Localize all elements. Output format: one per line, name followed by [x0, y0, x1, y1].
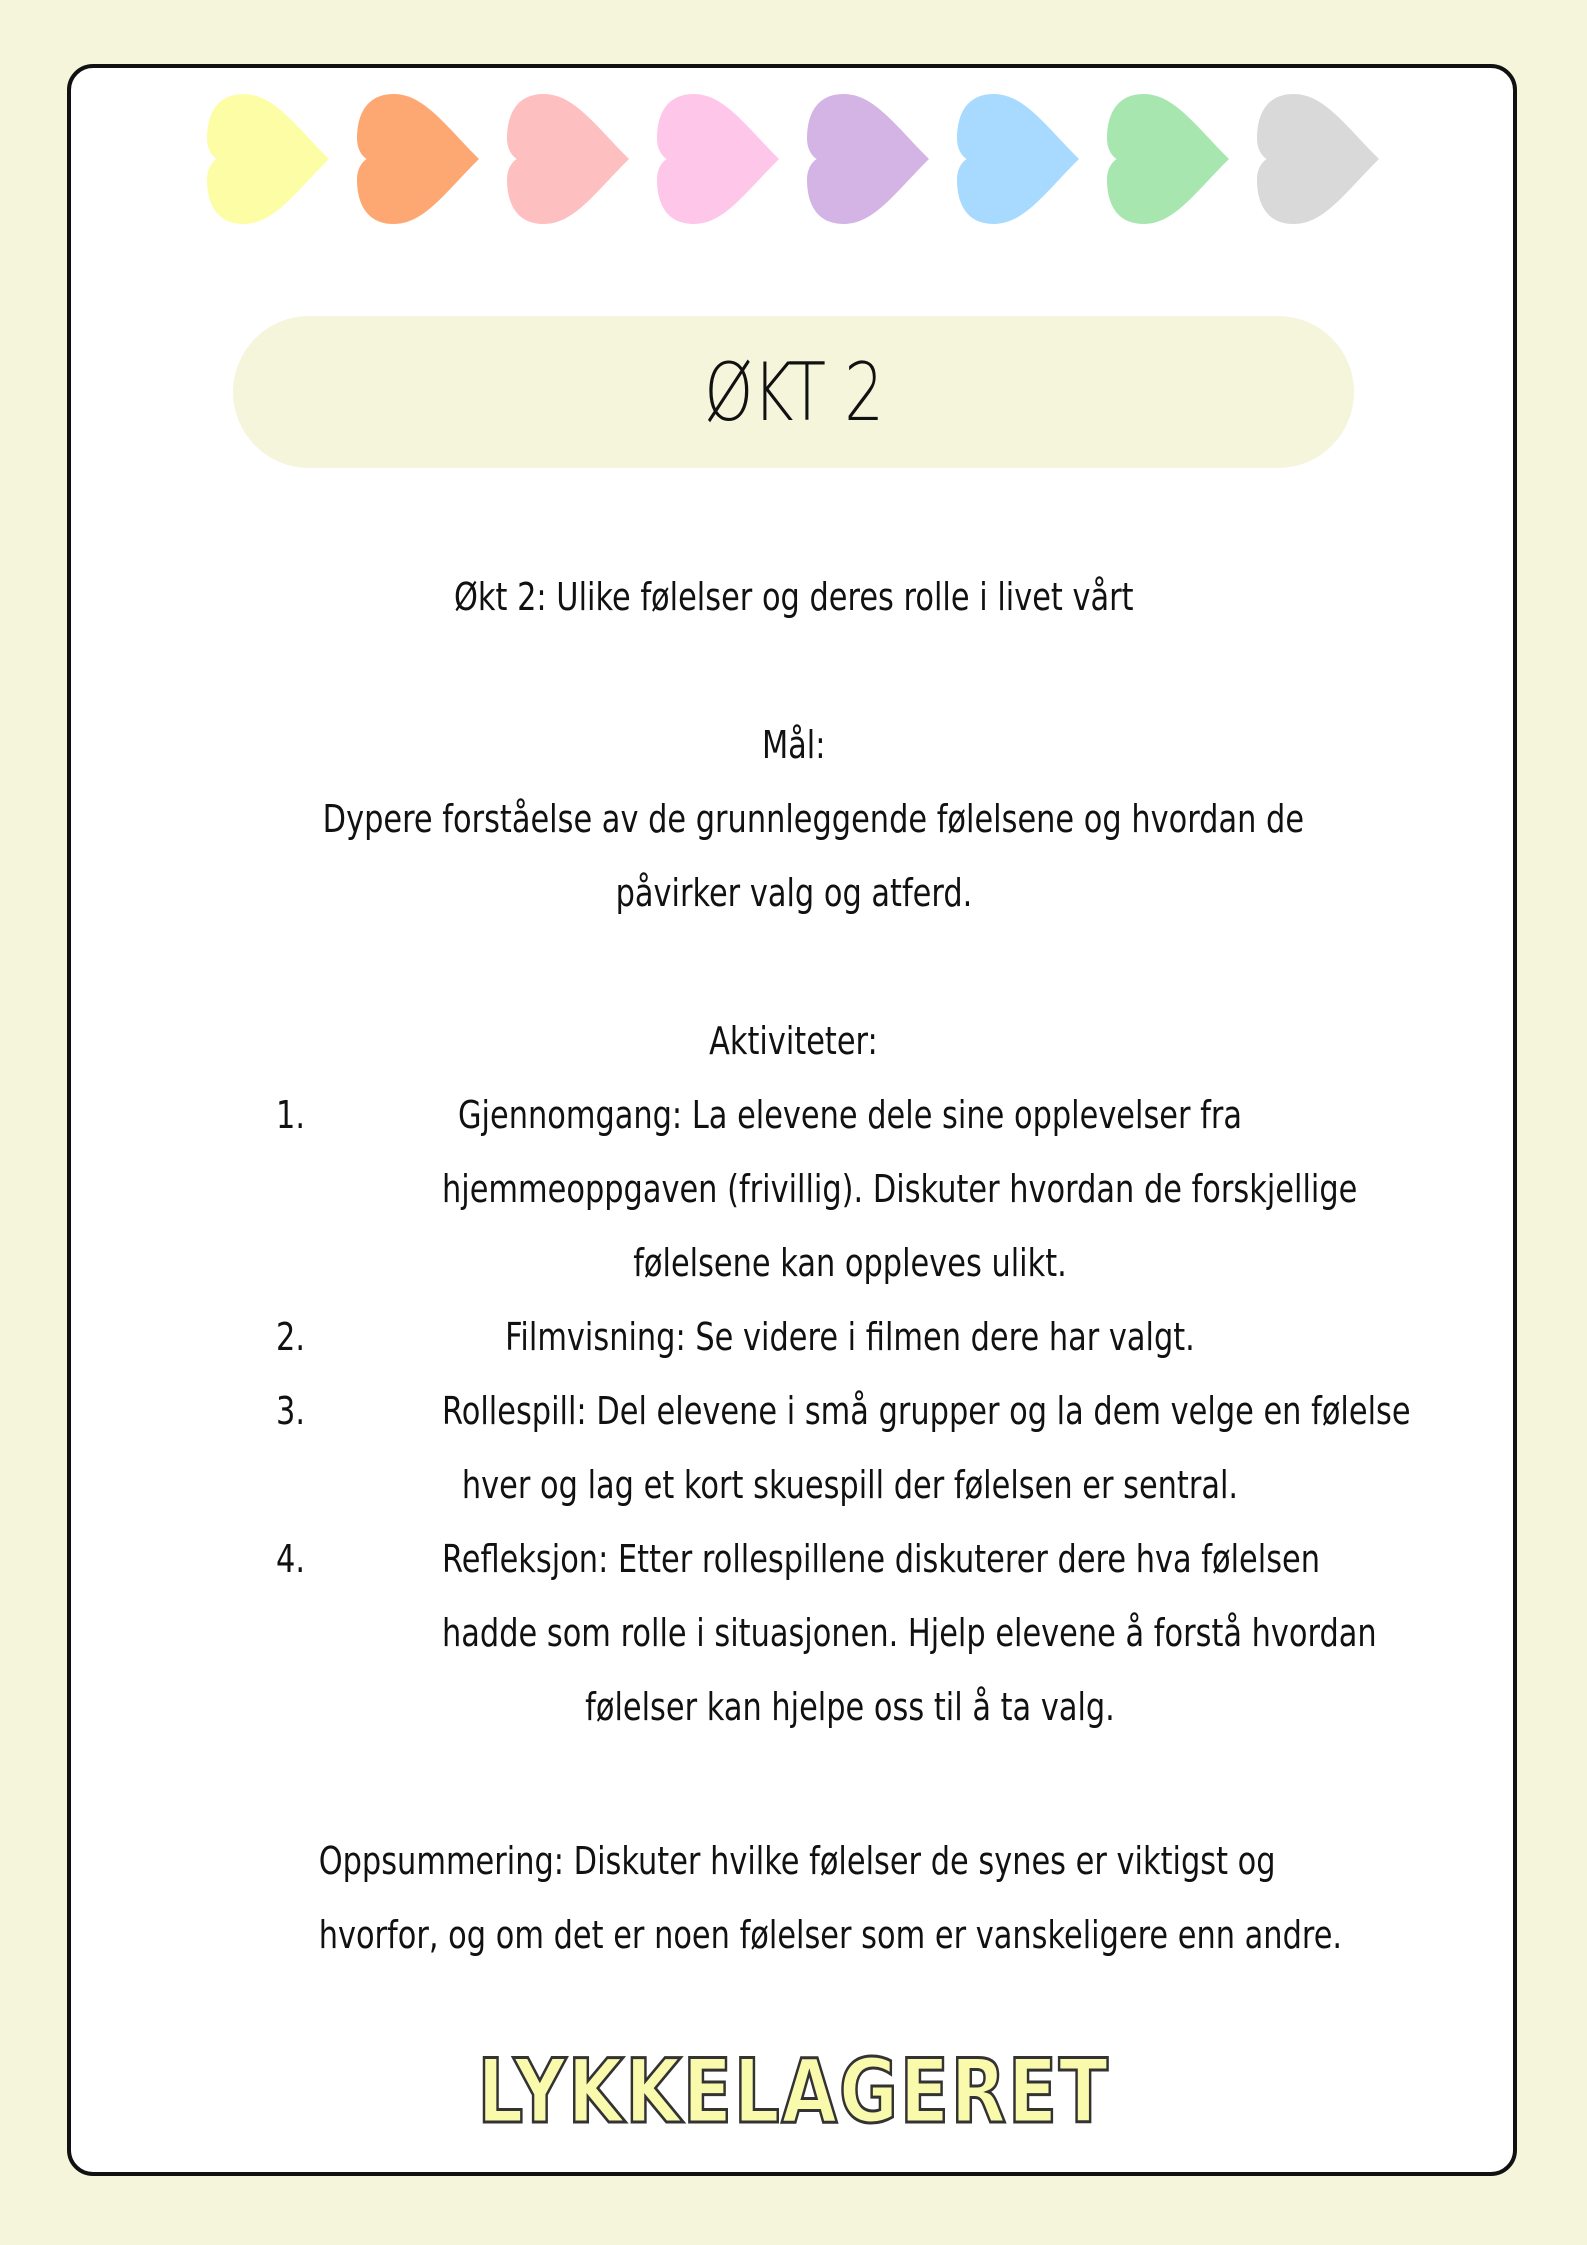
- list-item-number: 4.: [276, 1537, 306, 1581]
- heart-light-pink-icon: [657, 94, 779, 224]
- goal-label-line: [200, 708, 1387, 782]
- subtitle-line: [200, 560, 1387, 634]
- hearts-row: [0, 0, 1587, 260]
- heart-blue-icon: [957, 94, 1079, 224]
- subtitle: Økt 2: Ulike følelser og deres rolle i livet vårt: [453, 575, 1134, 619]
- list-item-text: hjemmeoppgaven (frivillig). Diskuter hvordan de forskjellige: [442, 1167, 1358, 1211]
- title-banner: [233, 316, 1354, 468]
- list-item-text: følelser kan hjelpe oss til å ta valg.: [585, 1685, 1115, 1729]
- heart-yellow-icon: [207, 94, 329, 224]
- list-item-text: Rollespill: Del elevene i små grupper og la dem velge en følelse: [442, 1389, 1411, 1433]
- page-title: ØKT 2: [704, 345, 883, 439]
- summary-text: Oppsummering: Diskuter hvilke følelser de synes er viktigst og: [318, 1839, 1276, 1883]
- heart-gray-icon: [1257, 94, 1379, 224]
- list-item-number: 3.: [276, 1389, 306, 1433]
- list-item-number: 2.: [276, 1315, 306, 1359]
- list-item: [260, 1374, 1411, 1522]
- summary-section: [200, 1824, 1387, 1972]
- list-item-text: Filmvisning: Se videre i filmen dere har valgt.: [505, 1315, 1195, 1359]
- list-item-text: hver og lag et kort skuespill der følelsen er sentral.: [461, 1463, 1239, 1507]
- heart-orange-icon: [357, 94, 479, 224]
- heart-purple-icon: [807, 94, 929, 224]
- list-item-text: Gjennomgang: La elevene dele sine opplevelser fra: [457, 1093, 1242, 1137]
- goal-text-1: Dypere forståelse av de grunnleggende følelsene og hvordan de: [322, 797, 1305, 841]
- activities-label: Aktiviteter:: [709, 1019, 878, 1063]
- goal-text-2: påvirker valg og atferd.: [615, 871, 972, 915]
- heart-pink-icon: [507, 94, 629, 224]
- heart-green-icon: [1107, 94, 1229, 224]
- goal-line-2: [200, 856, 1387, 930]
- list-item: [260, 1078, 1360, 1300]
- list-item-text: Refleksjon: Etter rollespillene diskuterer dere hva følelsen: [442, 1537, 1321, 1581]
- list-item-text: følelsene kan oppleves ulikt.: [633, 1241, 1067, 1285]
- activities-label-line: [200, 1004, 1387, 1078]
- brand-wordmark: LYKKELAGERET: [477, 2040, 1110, 2143]
- intro-section: [200, 560, 1387, 1078]
- goal-label: Mål:: [761, 723, 826, 767]
- list-item: [260, 1522, 1377, 1744]
- list-item-number: 1.: [276, 1093, 306, 1137]
- list-item-text: hadde som rolle i situasjonen. Hjelp elevene å forstå hvordan: [442, 1611, 1377, 1655]
- summary-text: hvorfor, og om det er noen følelser som er vanskeligere enn andre.: [318, 1913, 1343, 1957]
- activities-list: [260, 1078, 1411, 1744]
- goal-line-1: [200, 782, 1387, 856]
- brand-logo: [0, 2040, 1587, 2143]
- list-item: [260, 1300, 1360, 1374]
